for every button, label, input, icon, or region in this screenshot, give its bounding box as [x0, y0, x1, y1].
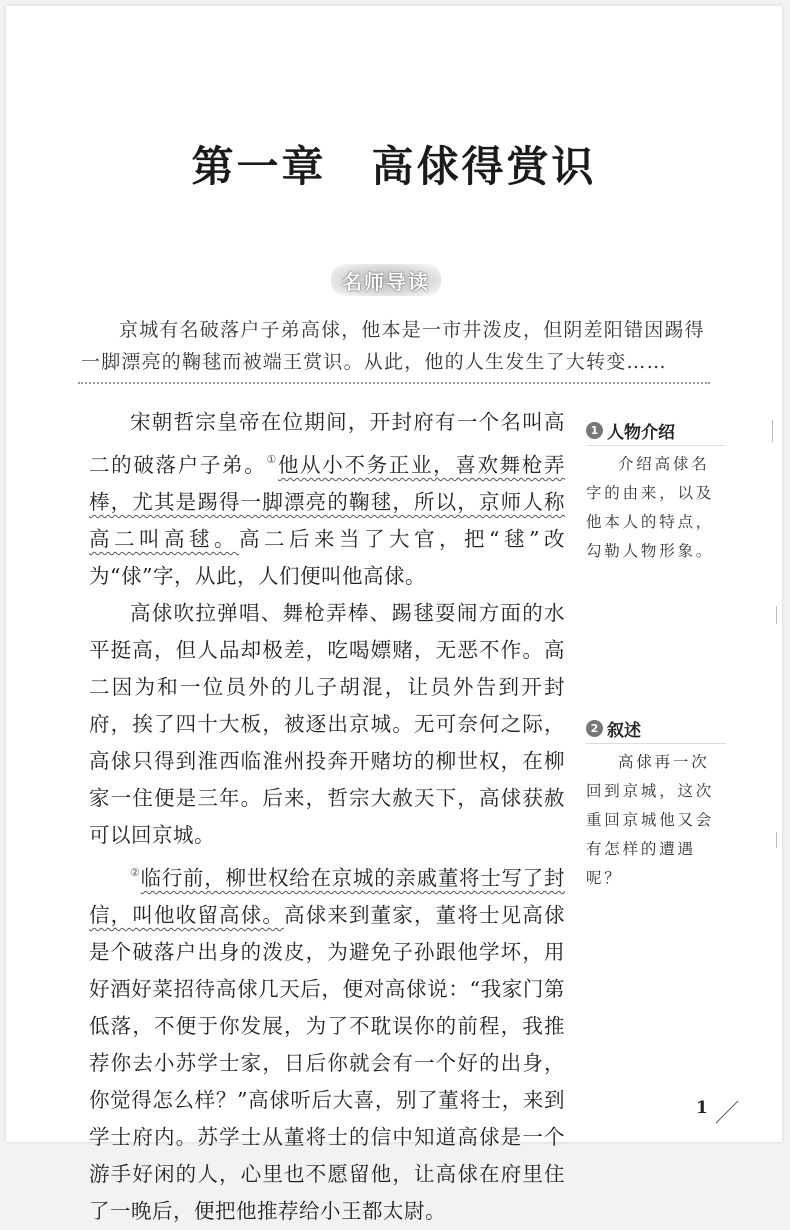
side-note-2-title: 叙述	[607, 721, 641, 741]
margin-tick	[776, 606, 777, 624]
page-number-slash-icon	[714, 1098, 742, 1126]
page-number: 1	[696, 1098, 708, 1118]
side-note-1-text: 介绍高俅名字的由来，以及他本人的特点，勾勒人物形象。	[586, 455, 715, 560]
paragraph-1-text-a: 宋朝哲宗皇帝在位期间，开封府有一个名叫高二的破落户子弟。	[89, 410, 565, 477]
side-note-2-text: 高俅再一次回到京城，这次重回京城他又会有怎样的遭遇呢？	[586, 753, 715, 887]
paragraph-3	[89, 854, 565, 1230]
chapter-title: 第一章 高俅得赏识	[191, 142, 597, 191]
margin-tick	[776, 832, 777, 848]
guide-intro-text: 京城有名破落户子弟高俅，他本是一市井泼皮，但阴差阳错因踢得一脚漂亮的鞠毬而被端王赏识。从此，他的人生发生了大转变……	[81, 319, 705, 373]
side-note-1-header	[586, 418, 726, 446]
highlighted-passage-1: 他从小不务正业，喜欢舞枪弄棒，尤其是踢得一脚漂亮的鞠毬，所以，京师人称高二叫高毬。	[89, 453, 566, 551]
margin-tick	[772, 420, 773, 442]
paragraph-1-text-b: 高二后来当了大官，把“毬”改为“俅”字，从此，人们便叫他高俅。	[89, 527, 565, 588]
side-note-2	[586, 716, 726, 893]
guide-badge-label: 名师导读	[342, 269, 430, 294]
side-note-1-title: 人物介绍	[607, 423, 675, 443]
paragraph-3-text-b: 高俅来到董家，董将士见高俅是个破落户出身的泼皮，为避免子孙跟他学坏，用好酒好菜招待高俅几天后，便对高俅说：“我家门第低落，不便于你发展，为了不耽误你的前程，我推荐你去小苏学士家，日后你就会有一个好的出身，你觉得怎么样？”高俅听后大喜，别了董将士，来到学士府内。苏学士从董将士的信中知道高俅是一个游手好闲的人，心里也不愿留他，让高俅在府里住了一晚后，便把他推荐给小王都太尉。	[89, 903, 565, 1223]
number-circle-icon: 1	[586, 422, 603, 439]
highlighted-passage-2: 临行前，柳世权给在京城的亲戚董将士写了封信，叫他收留高俅。	[89, 866, 565, 927]
footnote-marker-2: ②	[130, 866, 141, 879]
footnote-marker-1: ①	[266, 453, 278, 466]
paragraph-2: 高俅吹拉弹唱、舞枪弄棒、踢毬耍闹方面的水平挺高，但人品却极差，吃喝嫖赌，无恶不作。高二因为和一位员外的儿子胡混，让员外告到开封府，挨了四十大板，被逐出京城。无可奈何之际，高俅只得到淮西临淮州投奔开赌坊的柳世权，在柳家一住便是三年。后来，哲宗大赦天下，高俅获赦可以回京城。	[89, 601, 565, 847]
guide-badge	[331, 264, 441, 296]
side-note-2-header	[586, 716, 726, 744]
side-note-1	[586, 418, 726, 566]
paragraph-1	[89, 404, 565, 595]
book-page	[6, 6, 782, 1223]
number-circle-icon: 2	[586, 720, 603, 737]
dotted-divider	[78, 382, 710, 384]
main-text	[89, 404, 565, 1230]
